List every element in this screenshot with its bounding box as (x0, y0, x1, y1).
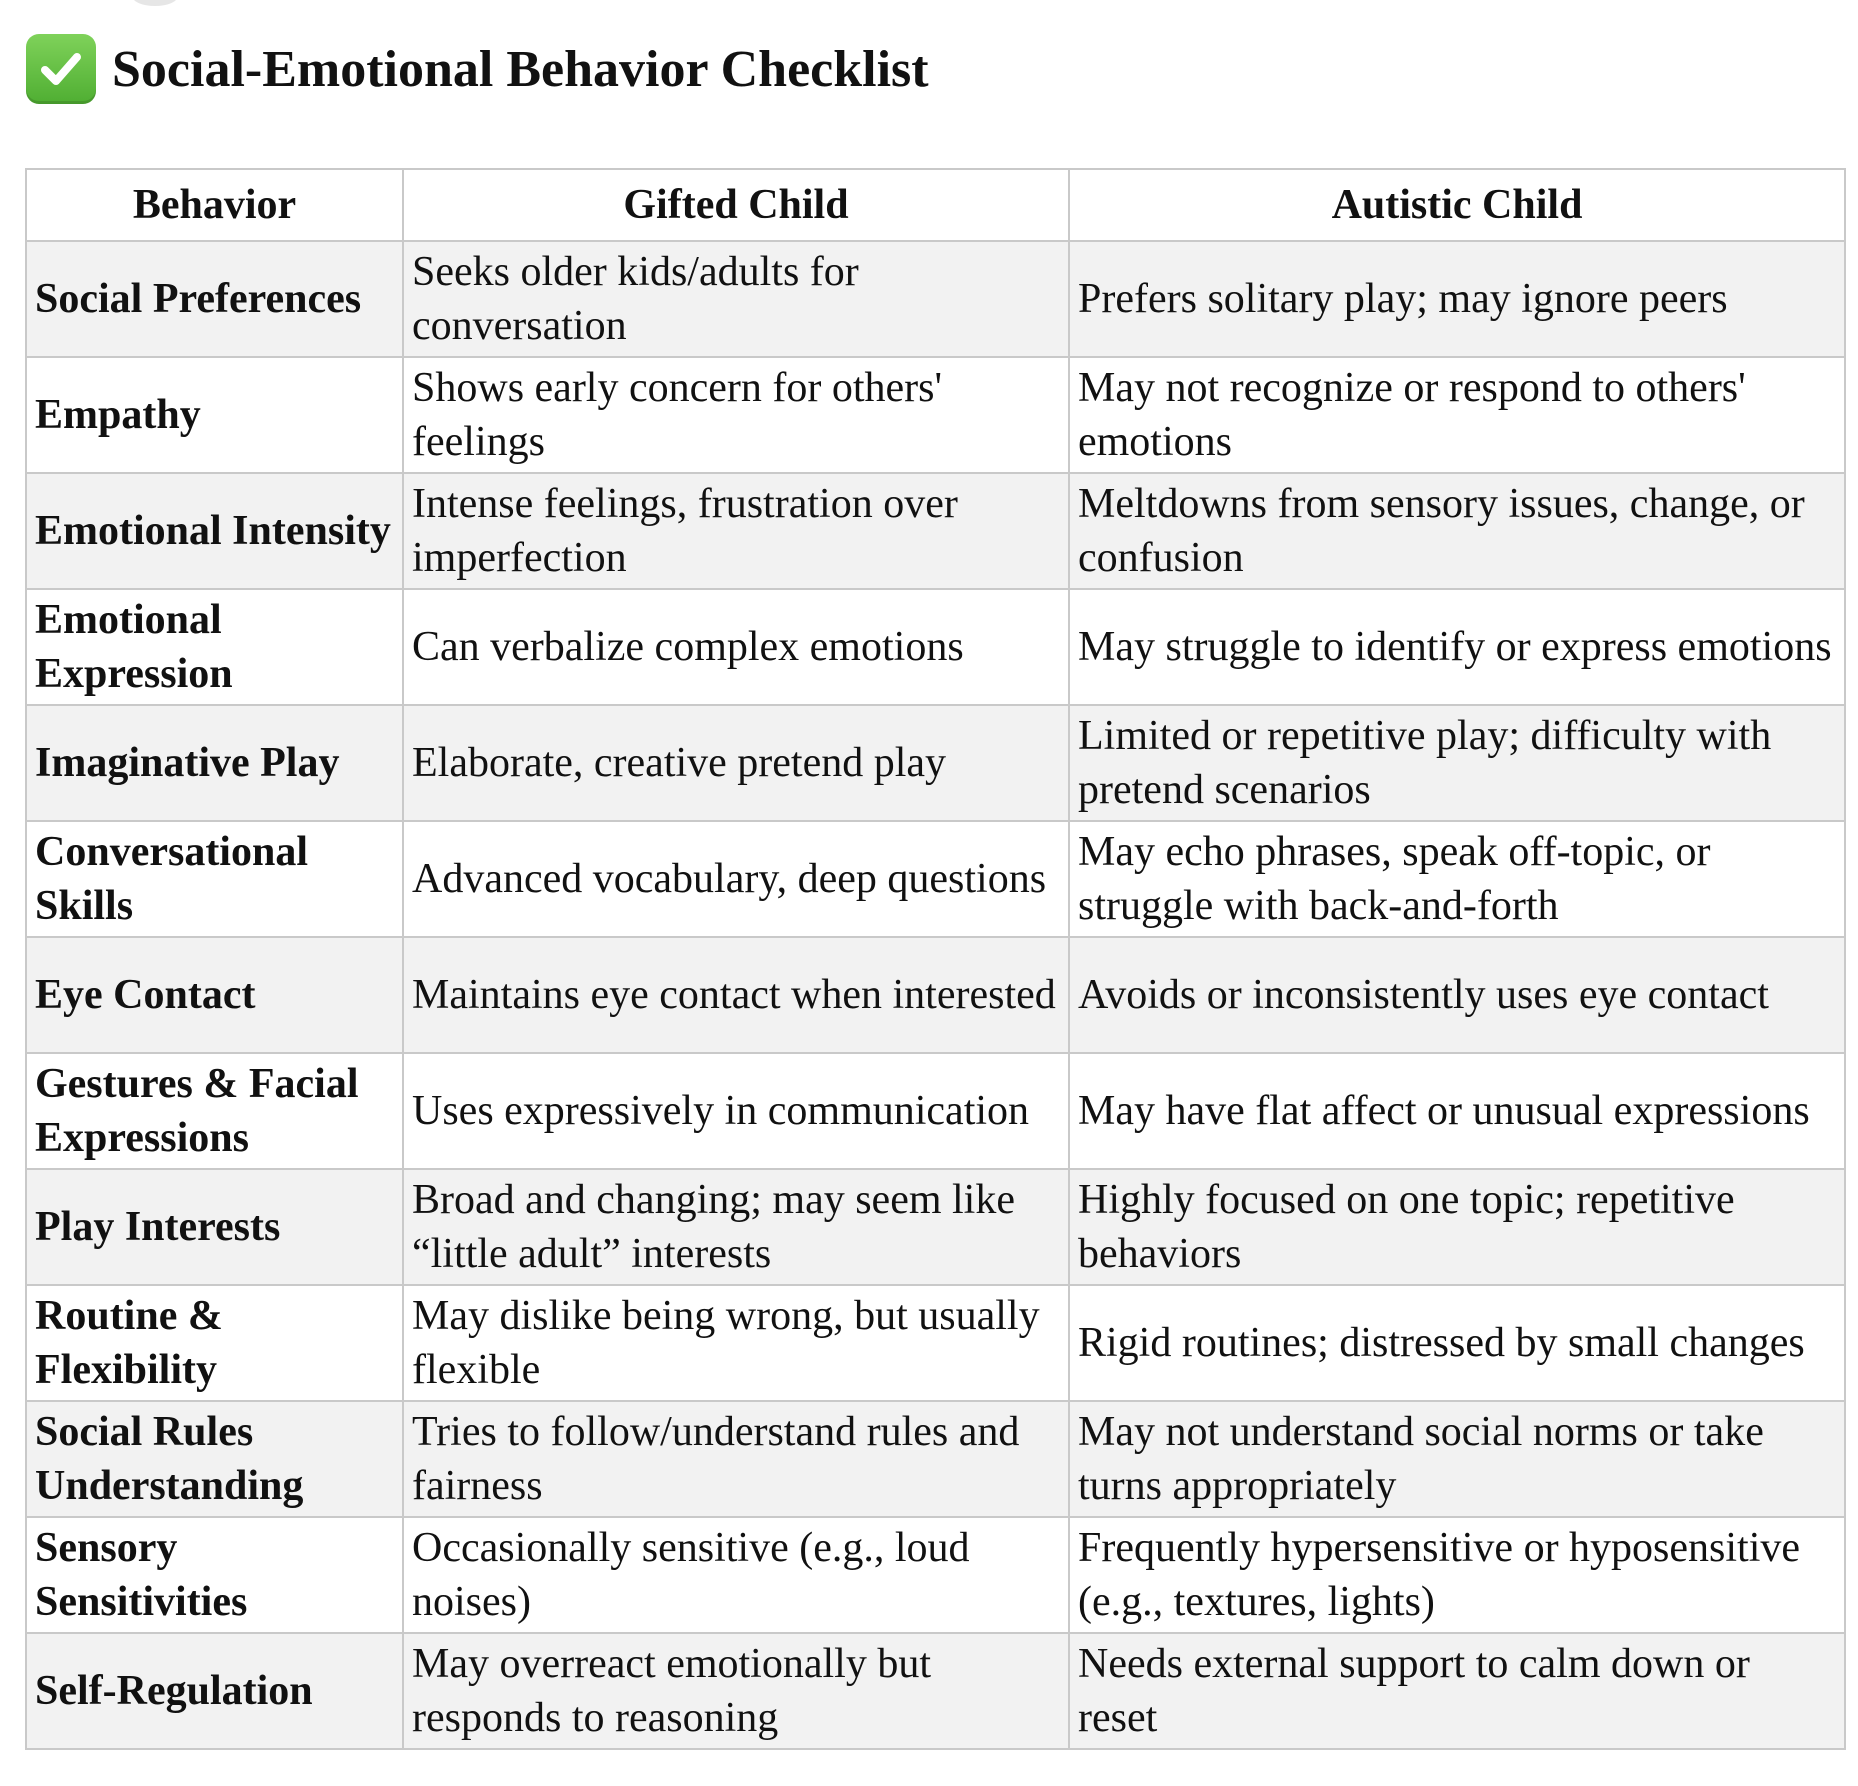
table-row (26, 1633, 1845, 1749)
behavior-cell: Empathy (26, 357, 403, 473)
behavior-cell: Self-Regulation (26, 1633, 403, 1749)
table-row (26, 589, 1845, 705)
autistic-cell: Prefers solitary play; may ignore peers (1069, 241, 1845, 357)
gifted-cell: Tries to follow/understand rules and fairness (403, 1401, 1069, 1517)
gifted-cell: Advanced vocabulary, deep questions (403, 821, 1069, 937)
table-row (26, 241, 1845, 357)
autistic-cell: Highly focused on one topic; repetitive behaviors (1069, 1169, 1845, 1285)
autistic-cell: May not understand social norms or take turns appropriately (1069, 1401, 1845, 1517)
gifted-cell: Occasionally sensitive (e.g., loud noises) (403, 1517, 1069, 1633)
table-row (26, 705, 1845, 821)
behavior-cell: Sensory Sensitivities (26, 1517, 403, 1633)
header-gifted-child: Gifted Child (403, 169, 1069, 241)
cropped-decoration (132, 0, 178, 6)
gifted-cell: May overreact emotionally but responds to reasoning (403, 1633, 1069, 1749)
gifted-cell: Shows early concern for others' feelings (403, 357, 1069, 473)
table-header-row (26, 169, 1845, 241)
table-row (26, 1169, 1845, 1285)
behavior-cell: Social Rules Understanding (26, 1401, 403, 1517)
table-row (26, 357, 1845, 473)
check-mark-glyph (36, 44, 86, 94)
table-row (26, 1285, 1845, 1401)
gifted-cell: Uses expressively in communication (403, 1053, 1069, 1169)
autistic-cell: May struggle to identify or express emotions (1069, 589, 1845, 705)
autistic-cell: May echo phrases, speak off-topic, or struggle with back-and-forth (1069, 821, 1845, 937)
gifted-cell: Maintains eye contact when interested (403, 937, 1069, 1053)
behavior-cell: Gestures & Facial Expressions (26, 1053, 403, 1169)
autistic-cell: Needs external support to calm down or reset (1069, 1633, 1845, 1749)
autistic-cell: Meltdowns from sensory issues, change, or confusion (1069, 473, 1845, 589)
behavior-cell: Emotional Expression (26, 589, 403, 705)
gifted-cell: Broad and changing; may seem like “little adult” interests (403, 1169, 1069, 1285)
page-title: Social-Emotional Behavior Checklist (112, 40, 929, 98)
behavior-cell: Imaginative Play (26, 705, 403, 821)
gifted-cell: Elaborate, creative pretend play (403, 705, 1069, 821)
gifted-cell: Can verbalize complex emotions (403, 589, 1069, 705)
header-behavior: Behavior (26, 169, 403, 241)
autistic-cell: Avoids or inconsistently uses eye contact (1069, 937, 1845, 1053)
autistic-cell: May not recognize or respond to others' emotions (1069, 357, 1845, 473)
table-row (26, 473, 1845, 589)
behavior-cell: Routine & Flexibility (26, 1285, 403, 1401)
autistic-cell: Frequently hypersensitive or hyposensitive (e.g., textures, lights) (1069, 1517, 1845, 1633)
gifted-cell: May dislike being wrong, but usually flexible (403, 1285, 1069, 1401)
table-row (26, 1053, 1845, 1169)
autistic-cell: Limited or repetitive play; difficulty with pretend scenarios (1069, 705, 1845, 821)
title-row (26, 34, 929, 104)
table-row (26, 1401, 1845, 1517)
table-row (26, 937, 1845, 1053)
header-autistic-child: Autistic Child (1069, 169, 1845, 241)
white-check-mark-icon (26, 34, 96, 104)
behavior-cell: Eye Contact (26, 937, 403, 1053)
gifted-cell: Intense feelings, frustration over imperfection (403, 473, 1069, 589)
table-row (26, 821, 1845, 937)
behavior-cell: Play Interests (26, 1169, 403, 1285)
autistic-cell: Rigid routines; distressed by small changes (1069, 1285, 1845, 1401)
behavior-cell: Emotional Intensity (26, 473, 403, 589)
autistic-cell: May have flat affect or unusual expressions (1069, 1053, 1845, 1169)
behavior-cell: Social Preferences (26, 241, 403, 357)
behavior-checklist-table (25, 168, 1846, 1750)
behavior-cell: Conversational Skills (26, 821, 403, 937)
gifted-cell: Seeks older kids/adults for conversation (403, 241, 1069, 357)
table-row (26, 1517, 1845, 1633)
